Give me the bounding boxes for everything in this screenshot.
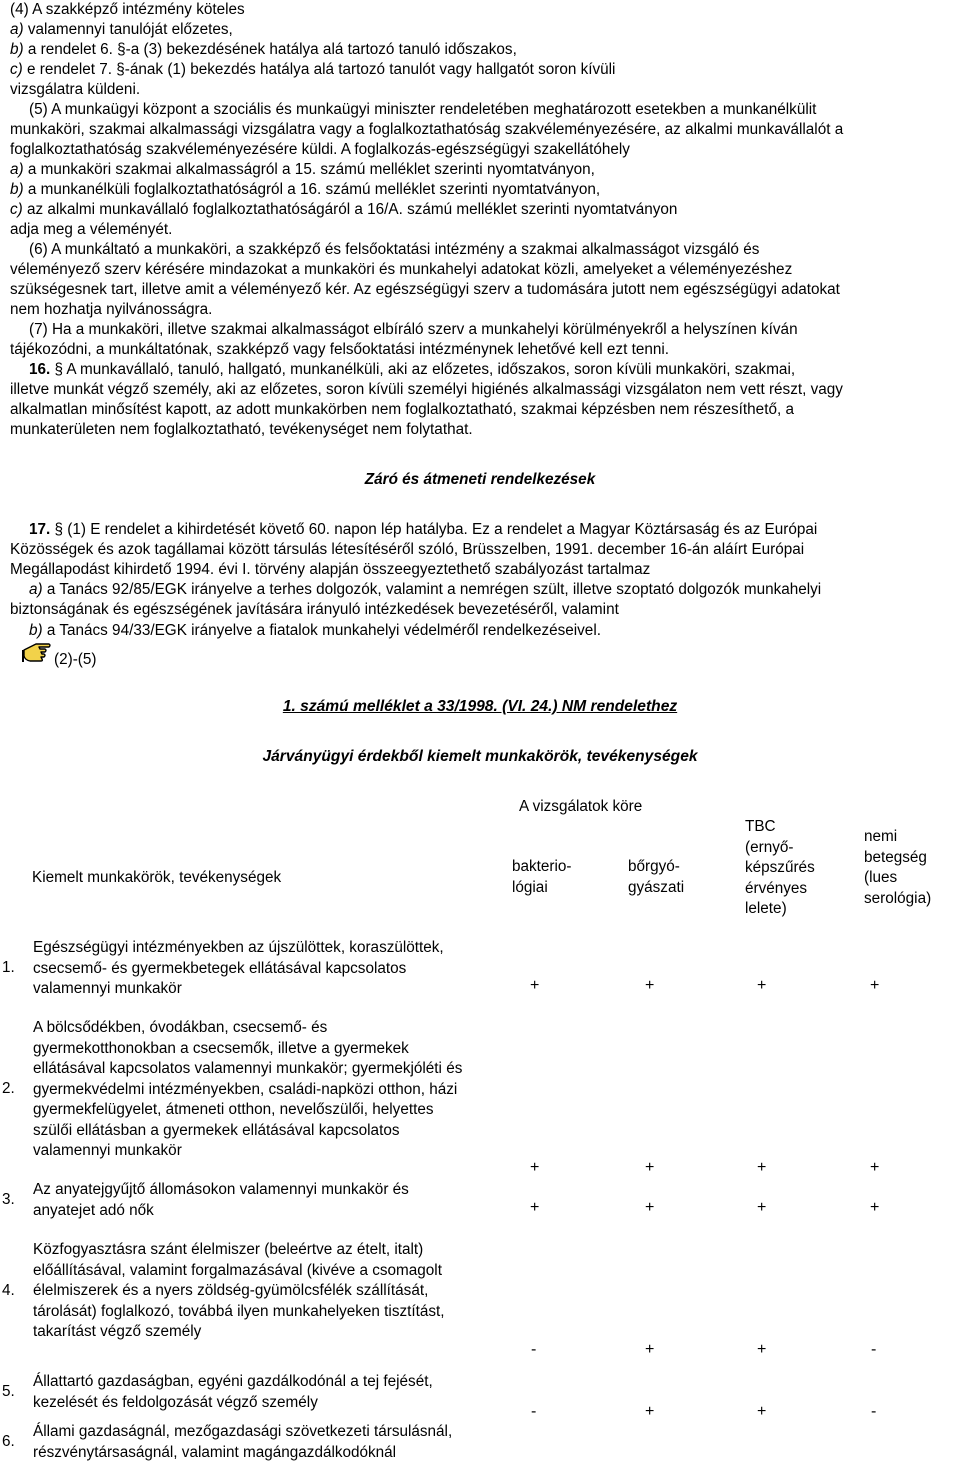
section-16-line: alkalmatlan minősítést kapott, az adott munkakörben nem foglalkoztatható, szakmai képzésben nem részesíthető, a (10, 401, 794, 418)
para-5-item-b (10, 180, 600, 200)
mark-venereal: - (871, 1341, 877, 1358)
section-number: 17. (29, 521, 51, 538)
row-number: 4. (2, 1282, 15, 1299)
section-16-line (29, 360, 795, 380)
annex-subtitle: Járványügyi érdekből kiemelt munkakörök, tevékenységek (262, 748, 698, 765)
item-text: a munkaköri szakmai alkalmasságról a 15. számú melléklet szerinti nyomtatványon, (23, 161, 595, 178)
item-text: a munkanélküli foglalkoztathatóságról a 16. számú melléklet szerinti nyomtatványon, (23, 181, 601, 198)
activity-line: kezelését és feldolgozását végző személy (33, 1393, 318, 1411)
intro-line: vizsgálatra küldeni. (10, 81, 141, 98)
row-activity (33, 1180, 409, 1221)
item-text: az alkalmi munkavállaló foglalkoztathatóságáról a 16/A. számú melléklet szerinti nyomtatványon (22, 201, 678, 218)
mark-tbc: + (757, 1159, 767, 1176)
row-number: 3. (2, 1191, 15, 1208)
activity-line: csecsemő- és gyermekbetegek ellátásával kapcsolatos (33, 959, 407, 977)
para-5-item-c (10, 200, 677, 220)
mark-bacteriological: - (531, 1403, 537, 1420)
section-17-line: Megállapodást kihirdető 1994. évi I. törvény alapján összeegyeztethető szabályozást tartalmaz (10, 561, 651, 578)
activity-line: A bölcsődékben, óvodákban, csecsemő- és (33, 1019, 328, 1036)
intro-item-a (10, 20, 233, 40)
annex-title: 1. számú melléklet a 33/1998. (VI. 24.) NM rendelethez (282, 698, 678, 715)
item-text: a rendelet 6. §-a (3) bekezdésének hatálya alá tartozó tanuló időszakos, (23, 41, 517, 58)
section-16-line: illetve munkát végző személy, aki az előzetes, soron kívüli személyi higiénés alkalmassági vizsgálaton nem vett részt, vagy (10, 381, 843, 398)
item-marker: a) (29, 581, 43, 598)
item-text: a Tanács 94/33/EGK irányelve a fiatalok munkahelyi védelméről rendelkezéseivel. (42, 622, 601, 639)
mark-tbc: + (757, 1199, 767, 1216)
header-line: nemi (864, 828, 898, 845)
row-number: 1. (2, 959, 15, 976)
header-line: lógiai (512, 878, 548, 896)
header-line: TBC (745, 818, 776, 835)
pointing-hand-icon[interactable] (22, 640, 52, 666)
activity-line: élelmiszerek és a nyers zöldség-gyümölcsfélék szállítását, (33, 1282, 429, 1299)
column-header-bacteriological (512, 857, 572, 898)
para-7-line: tájékozódni, a munkáltatónak, szakképző vagy felsőoktatási intézménynek lehetővé kell ezt tenni. (10, 341, 669, 358)
header-line: lelete) (745, 900, 787, 917)
mark-tbc: + (757, 1403, 767, 1420)
section-17-line: biztonságának és egészségének javítására irányuló intézkedések bevezetéséről, valamint (10, 601, 619, 618)
intro-line: (4) A szakképző intézmény köteles (10, 1, 245, 18)
para-6-line: (6) A munkáltató a munkaköri, a szakképző és felsőoktatási intézmény a szakmai alkalmasságot vizsgáló és (29, 241, 760, 258)
item-marker: b) (10, 41, 24, 58)
column-group-header: A vizsgálatok köre (519, 798, 643, 815)
item-marker: a) (10, 21, 24, 38)
item-text: valamennyi tanulóját előzetes, (23, 21, 233, 38)
activity-line: ellátásával kapcsolatos valamennyi munkakör; gyermekjóléti és (33, 1060, 463, 1077)
row-number: 2. (2, 1080, 15, 1097)
item-text: a Tanács 92/85/EGK irányelve a terhes dolgozók, valamint a nemrégen szült, illetve szoptató dolgozók munkahelyi (42, 581, 822, 598)
para-5-line: adja meg a véleményét. (10, 221, 173, 238)
mark-bacteriological: + (530, 1159, 540, 1176)
row-number: 5. (2, 1383, 15, 1400)
activity-line: Közfogyasztásra szánt élelmiszer (beleértve az ételt, italt) (33, 1241, 424, 1258)
section-17-item-b (29, 621, 601, 641)
para-5-line: (5) A munkaügyi központ a szociális és munkaügyi miniszter rendeletében meghatározott esetekben a munkanélkülit (29, 101, 817, 118)
para-6-line: szükségesnek tart, illetve amit a véleményező kér. Az egészségügyi szerv a tudomására jutott nem egészségügyi adatokat (10, 281, 840, 298)
column-header-dermatological (628, 857, 684, 898)
row-activity (33, 1372, 433, 1413)
mark-venereal: + (870, 1159, 880, 1176)
row-activity (33, 938, 444, 1000)
header-line: (lues (864, 869, 898, 886)
mark-bacteriological: + (530, 1199, 540, 1216)
header-line: betegség (864, 848, 927, 866)
section-17-item-a (29, 580, 821, 600)
header-line: bőrgyó- (628, 858, 680, 875)
item-text: e rendelet 7. §-ának (1) bekezdés hatálya alá tartozó tanulót vagy hallgatót soron kívüli (22, 61, 616, 78)
mark-tbc: + (757, 977, 767, 994)
para-5-line: foglalkoztathatóság szakvéleményezésére küldi. A foglalkozás-egészségügyi szakellátóhely (10, 141, 630, 158)
column-header-tbc (745, 817, 815, 920)
para-6-line: véleményező szerv kérésére mindazokat a munkaköri és munkahelyi adatokat közli, amelyeket a véleményezéshez (10, 261, 793, 278)
activity-line: valamennyi munkakör (33, 1142, 182, 1159)
activity-line: szülői ellátásban a gyermekek ellátásával kapcsolatos (33, 1121, 400, 1139)
activity-line: anyatejet adó nők (33, 1201, 154, 1219)
activity-line: Állami gazdaságnál, mezőgazdasági szövetkezeti társulásnál, (33, 1423, 453, 1440)
header-line: serológia) (864, 889, 932, 907)
item-marker: c) (10, 201, 23, 218)
column-header-venereal (864, 827, 931, 909)
column-header-activities: Kiemelt munkakörök, tevékenységek (32, 869, 282, 886)
row-activity (33, 1240, 445, 1343)
section-17-line: Közösségek és azok tagállamai között társulás létesítéséről szóló, Brüsszelben, 1991. december 16-án aláírt Európai (10, 541, 805, 558)
mark-venereal: + (870, 977, 880, 994)
section-text: § (1) E rendelet a kihirdetését követő 60. napon lép hatályba. Ez a rendelet a Magyar Köztársaság és az Európai (50, 521, 818, 538)
header-line: gyászati (628, 878, 685, 896)
activity-line: valamennyi munkakör (33, 980, 182, 997)
activity-line: Állattartó gazdaságban, egyéni gazdálkodónál a tej fejését, (33, 1373, 433, 1390)
row-activity (33, 1018, 462, 1162)
para-5-item-a (10, 160, 595, 180)
header-line: képszűrés (745, 859, 815, 876)
row-number: 6. (2, 1433, 15, 1450)
activity-line: Egészségügyi intézményekben az újszülöttek, koraszülöttek, (33, 939, 444, 956)
mark-tbc: + (757, 1341, 767, 1358)
mark-dermatological: + (645, 1341, 655, 1358)
activity-line: gyermekfelügyelet, átmeneti otthon, nevelőszülői, helyettes (33, 1101, 434, 1118)
reference-link[interactable]: (2)-(5) (54, 651, 97, 668)
activity-line: részvénytársaságnál, valamint magángazdálkodóknál (33, 1443, 397, 1461)
intro-item-c (10, 60, 615, 80)
activity-line: Az anyatejgyűjtő állomásokon valamennyi munkakör és (33, 1181, 409, 1198)
section-16-line: munkaterületen nem foglalkoztatható, tevékenységet nem folytathat. (10, 421, 473, 438)
mark-venereal: - (871, 1403, 877, 1420)
para-5-line: munkaköri, szakmai alkalmassági vizsgálatra vagy a foglalkoztathatóság szakvéleményezésére, az alkalmi munkavállalót a (10, 121, 844, 138)
mark-dermatological: + (645, 1159, 655, 1176)
mark-dermatological: + (645, 1199, 655, 1216)
mark-dermatological: + (645, 977, 655, 994)
header-line: (ernyő- (745, 838, 794, 856)
item-marker: b) (29, 622, 43, 639)
activity-line: takarítást végző személy (33, 1323, 202, 1340)
mark-venereal: + (870, 1199, 880, 1216)
row-activity (33, 1422, 452, 1463)
mark-bacteriological: + (530, 977, 540, 994)
section-number: 16. (29, 361, 51, 378)
para-6-line: nem hozhatja nyilvánosságra. (10, 301, 213, 318)
mark-dermatological: + (645, 1403, 655, 1420)
activity-line: gyermekvédelmi intézményekben, családi-napközi otthon, házi (33, 1080, 458, 1098)
activity-line: tárolását) foglalkozó, továbbá ilyen munkahelyeken tisztítást, (33, 1302, 445, 1320)
item-marker: a) (10, 161, 24, 178)
intro-item-b (10, 40, 517, 60)
section-text: § A munkavállaló, tanuló, hallgató, munkanélküli, aki az előzetes, időszakos, soron kívüli munkaköri, szakmai, (50, 361, 796, 378)
item-marker: c) (10, 61, 23, 78)
mark-bacteriological: - (531, 1341, 537, 1358)
activity-line: előállításával, valamint forgalmazásával (kivéve a csomagolt (33, 1261, 442, 1279)
header-line: bakterio- (512, 858, 572, 875)
header-line: érvényes (745, 879, 808, 897)
section-17-line (29, 520, 817, 540)
activity-line: gyermekotthonokban a csecsemők, illetve a gyermekek (33, 1039, 409, 1057)
section-heading: Záró és átmeneti rendelkezések (364, 471, 596, 488)
item-marker: b) (10, 181, 24, 198)
para-7-line: (7) Ha a munkaköri, illetve szakmai alkalmasságot elbíráló szerv a munkahelyi körülményekről a helyszínen kíván (29, 321, 798, 338)
